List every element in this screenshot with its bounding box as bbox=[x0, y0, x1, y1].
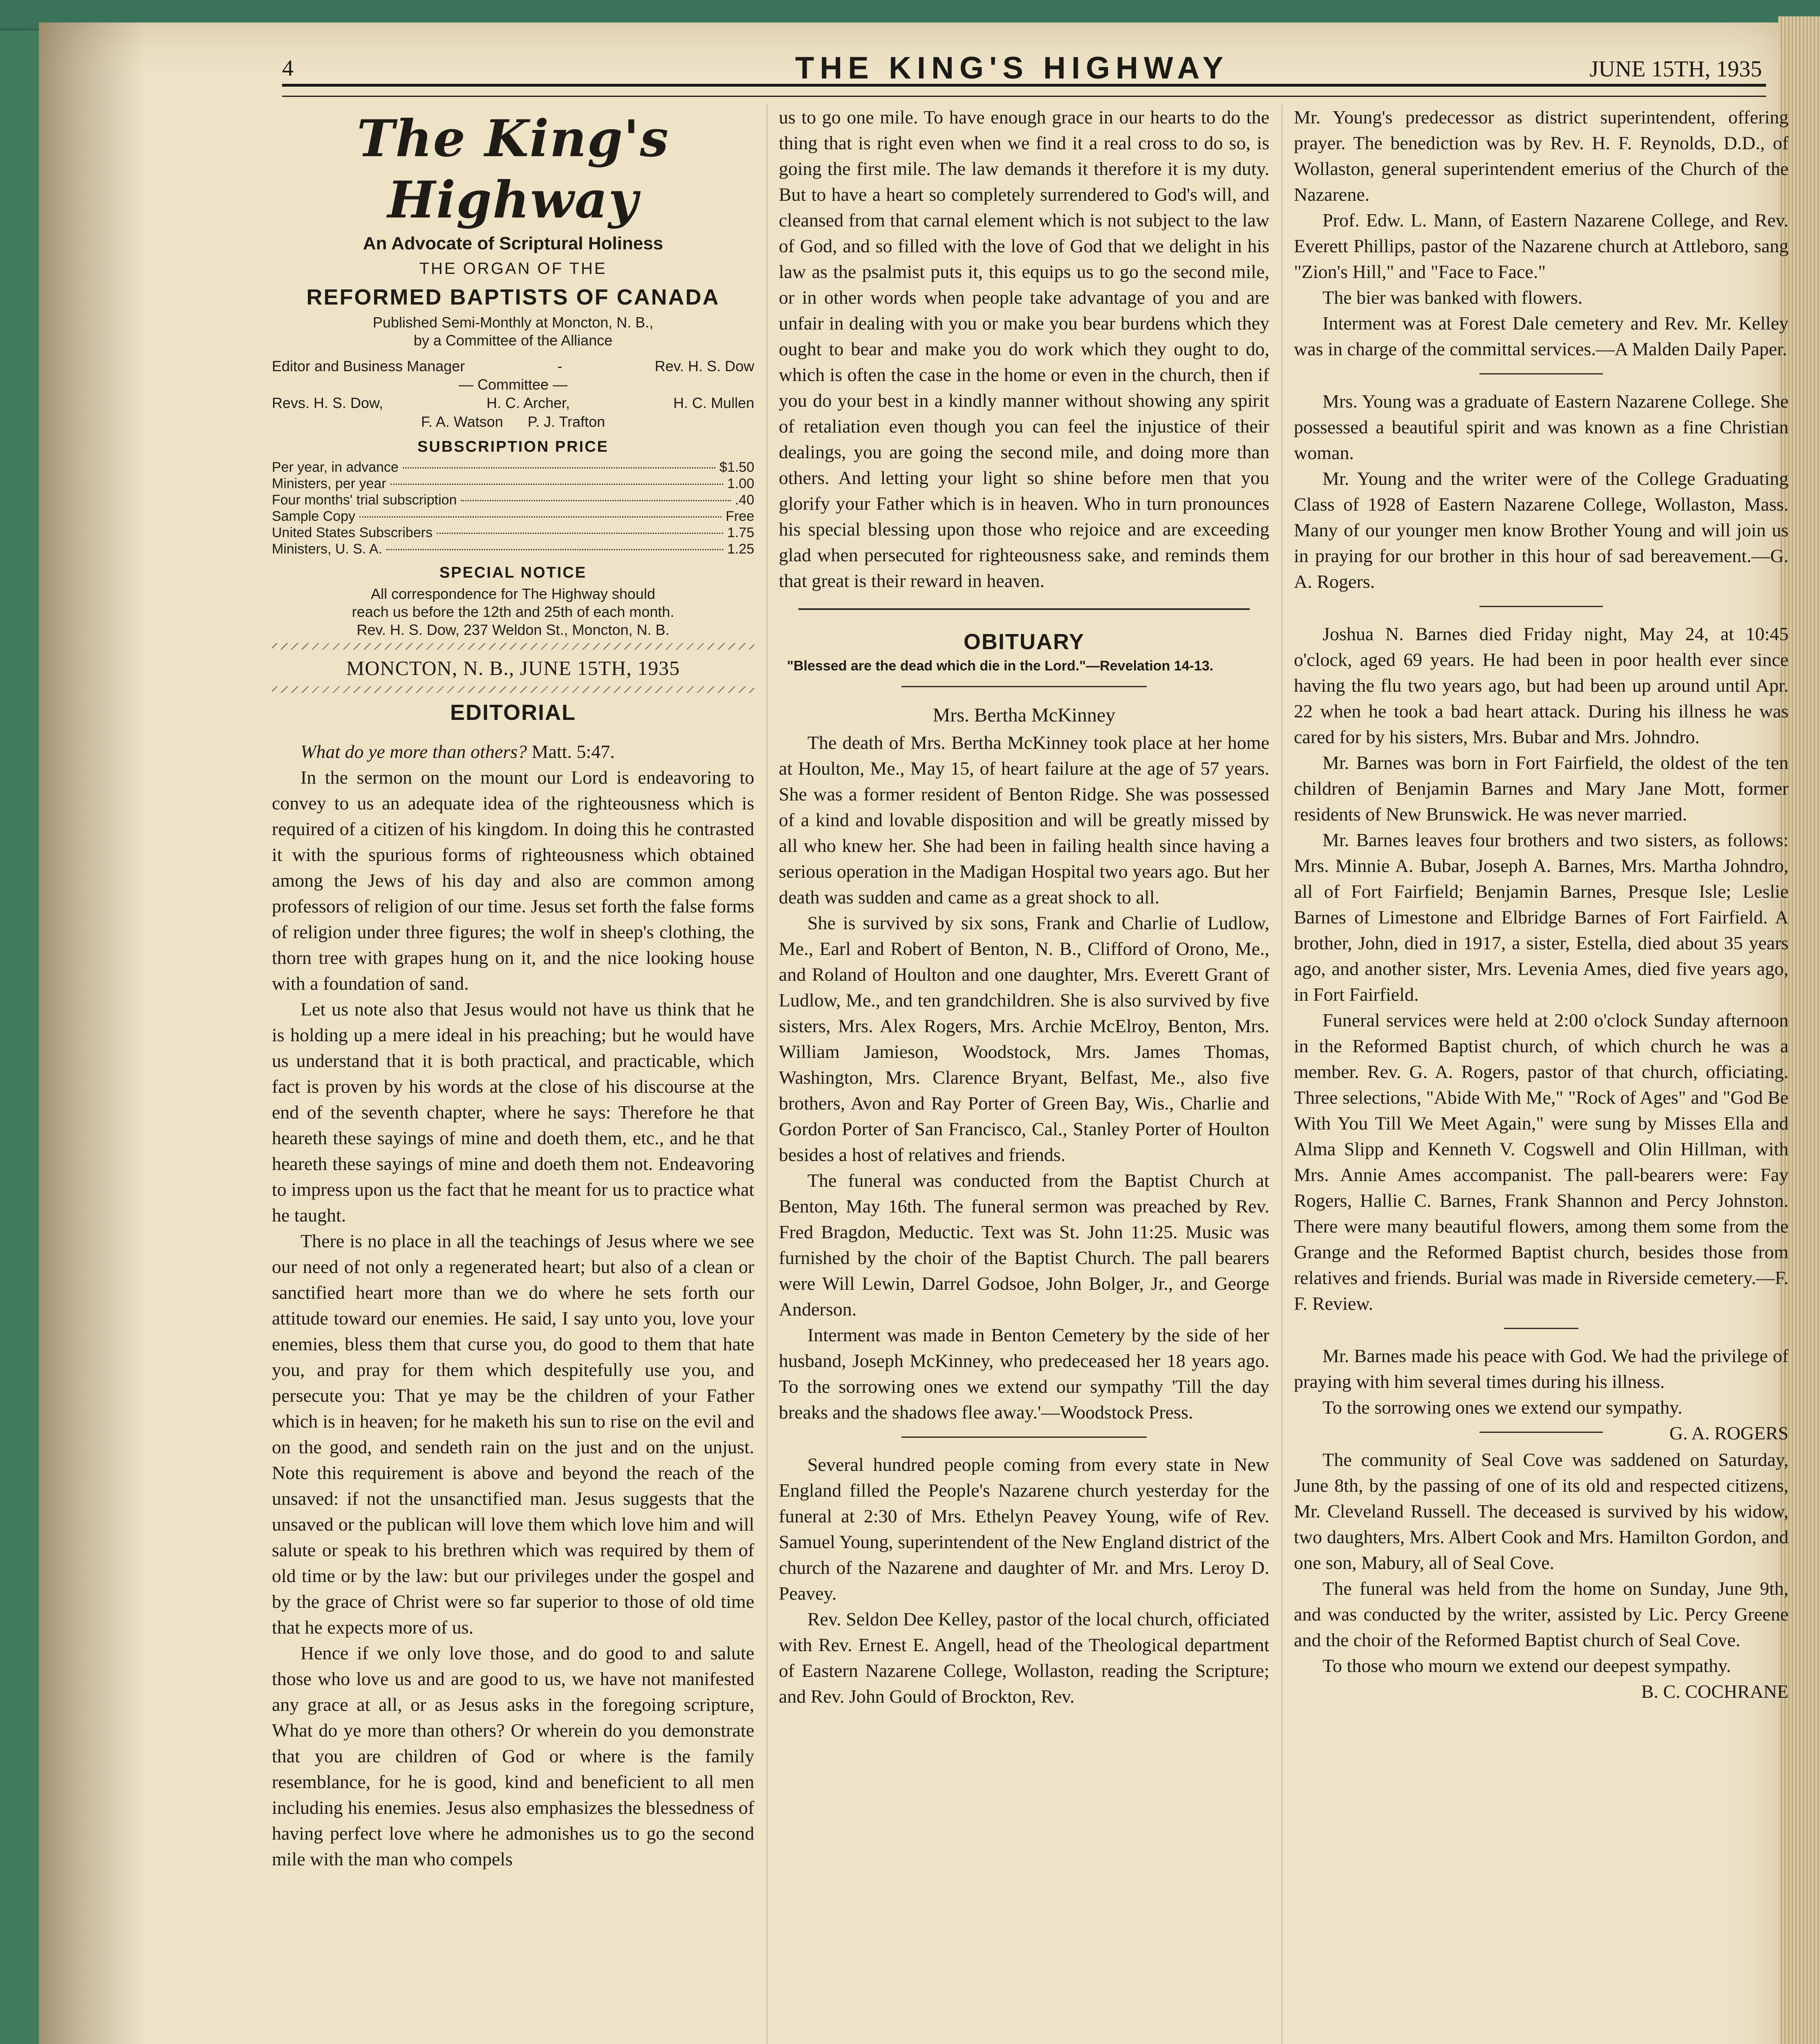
price-label: Per year, in advance bbox=[272, 459, 399, 475]
editorial-paragraph: Hence if we only love those, and do good to and salute those who love us and are good to us, we have not manifested any grace at all, or as Jesus asks in the foregoing scripture, What do ye more than others? Or wherein do you demonstrate that you are children of God or where is the family resemblance, for he is good, kind and beneficient to all men including his enemies. Jesus also emphasizes the blessedness of having perfect love where he admonishes us to go the second mile with the man who compels bbox=[272, 1643, 754, 1869]
editorial-paragraph: There is no place in all the teachings of Jesus where we see our need of not only a regenerated heart; but also of a clean or sanctified heart more than we do where he sets forth our attitude toward our enemies. He said, I say unto you, love your enemies, bless them that curse you, do good to them that hate you, and pray for them which despitefully use you, and persecute you: That ye may be the children of your Father which is in heaven; for he maketh his sun to rise on the evil and on the good, and sendeth rain on the just and on the unjust. Note this requirement is above and beyond the reach of the unsaved: if not the unsanctified man. Jesus suggests that the unsaved or the publican will love them which love him and will salute or speak to his brethren which was required by them of old time or by the law: but our privileges under the gospel and by the grace of Christ were so far superior to those of old time that he expects more of us. bbox=[272, 1230, 754, 1638]
obituary-paragraph: The community of Seal Cove was saddened on Saturday, June 8th, by the passing of one of its old and respected citizens, Mr. Cleveland Russell. The deceased is survived by his widow, two daughters, Mrs. Albert Cook and Mrs. Hamilton Gordon, and one son, Mabury, all of Seal Cove. bbox=[1294, 1449, 1789, 1573]
short-rule bbox=[901, 1437, 1147, 1438]
masthead-tagline: An Advocate of Scriptural Holiness bbox=[363, 233, 663, 253]
obituary-paragraph: The death of Mrs. Bertha McKinney took place at her home at Houlton, Me., May 15, of heart failure at the age of 57 years. She was a former resident of Benton Ridge. She was possessed of a kind and lovable disposition and will be greatly missed by all who knew her. She had been in failing health since having a serious operation in the Madigan Hospital two years ago. But her death was sudden and came as a great shock to all. bbox=[779, 732, 1269, 908]
committee-line-2 bbox=[272, 412, 754, 431]
sympathy-line bbox=[1294, 1653, 1789, 1702]
short-rule bbox=[1479, 606, 1603, 607]
obituary-paragraph: Interment was made in Benton Cemetery by the side of her husband, Joseph McKinney, who predeceased her 18 years ago. To the sorrowing ones we extend our sympathy 'Till the day breaks and the shadows flee away.'—Woodstock Press. bbox=[779, 1325, 1269, 1423]
notice-line: All correspondence for The Highway should bbox=[371, 585, 655, 602]
price-label: United States Subscribers bbox=[272, 525, 433, 540]
price-amount: Free bbox=[726, 509, 754, 524]
obituary-paragraph: Several hundred people coming from every state in New England filled the People's Nazarene church yesterday for the funeral at 2:30 of Mrs. Ethelyn Peavey Young, wife of Rev. Samuel Young, superintendent of the New England district of the church of the Nazarene and daughter of Mr. and Mrs. Leroy D. Peavey. bbox=[779, 1454, 1269, 1604]
price-row bbox=[272, 524, 754, 541]
editorial-paragraph: Let us note also that Jesus would not have us think that he is holding up a mere ideal in his preaching; but he would have us understand that it is both practical, and practicable, which fact is proven by his words at the close of his discourse at the end of the seventh chapter, where he says: Therefore he that heareth these sayings of mine and doeth them, etc., and he that heareth these sayings of mine and doeth them not. Endeavoring to impress upon us the fact that he meant for us to practice what he taught. bbox=[272, 999, 754, 1226]
editorial-scripture bbox=[272, 739, 754, 764]
signature: B. C. COCHRANE bbox=[1641, 1681, 1789, 1702]
price-amount: $1.50 bbox=[719, 459, 754, 475]
obituary-paragraph: Mr. Barnes leaves four brothers and two sisters, as follows: Mrs. Minnie A. Bubar, Joseph A. Barnes, Mrs. Martha Johndro, all of Fort Fairfield; Benjamin Barnes, Presque Isle; Leslie Barnes of Limestone and Elbridge Barnes of Fort Fairfield. A brother, John, died in 1917, a sister, Estella, died about 35 years ago, and another sister, Mrs. Levenia Ames, died five years ago, in Fort Fairfield. bbox=[1294, 829, 1789, 1005]
wavy-rule bbox=[272, 643, 754, 650]
editorial-heading: EDITORIAL bbox=[450, 700, 576, 725]
masthead-title: The King's Highway bbox=[357, 109, 669, 230]
short-rule bbox=[1479, 373, 1603, 374]
obituary-heading: OBITUARY bbox=[964, 630, 1085, 654]
obituary-paragraph: Rev. Seldon Dee Kelley, pastor of the local church, officiated with Rev. Ernest E. Angell, head of the Theological department of Eastern Nazarene College, Wollaston, reading the Scripture; and Rev. John Gould of Brockton, Rev. bbox=[779, 1609, 1269, 1707]
committee-member: F. A. Watson bbox=[421, 413, 503, 430]
committee-member: H. C. Archer, bbox=[486, 394, 570, 411]
obituary-paragraph: Prof. Edw. L. Mann, of Eastern Nazarene College, and Rev. Everett Phillips, pastor of the Nazarene church at Attleboro, sang "Zion's Hill," and "Face to Face." bbox=[1294, 210, 1789, 282]
price-amount: 1.75 bbox=[727, 525, 754, 540]
price-row bbox=[272, 492, 754, 508]
masthead-editor-line bbox=[272, 357, 754, 376]
obituary-paragraph: Mr. Barnes was born in Fort Fairfield, the oldest of the ten children of Benjamin Barnes and Mary Jane Mott, former residents of New Brunswick. He was never married. bbox=[1294, 752, 1789, 825]
obituary-verse: "Blessed are the dead which die in the Lord."—Revelation 14-13. bbox=[787, 658, 1214, 674]
column-3 bbox=[1294, 104, 1789, 1704]
editorial-paragraph: In the sermon on the mount our Lord is endeavoring to convey to us an adequate idea of the righteousness which is required of a citizen of his kingdom. In doing this he contrasted it with the spurious forms of righteousness which obtained among the Jews of his day and also are common among professors of religion of our time. Jesus set forth the false forms of religion under three figures; the wolf in sheep's clothing, the thorn tree with grapes hung on it, and the nice looking house with a foundation of sand. bbox=[272, 767, 754, 994]
editor-name: Rev. H. S. Dow bbox=[654, 358, 754, 374]
running-issue-date: JUNE 15TH, 1935 bbox=[1589, 56, 1762, 82]
wavy-rule bbox=[272, 686, 754, 693]
price-row bbox=[272, 475, 754, 492]
masthead-organ: THE ORGAN OF THE bbox=[419, 260, 607, 278]
committee-line-1 bbox=[272, 394, 754, 412]
gutter-shadow bbox=[39, 22, 145, 2044]
committee-member: Revs. H. S. Dow, bbox=[272, 394, 383, 411]
editor-dash: - bbox=[557, 358, 563, 374]
column-1 bbox=[272, 104, 754, 1872]
committee-heading: — Committee — bbox=[458, 376, 568, 393]
running-paper-title: THE KING'S HIGHWAY bbox=[795, 51, 1229, 85]
sympathy-line bbox=[1294, 1394, 1789, 1443]
sympathy-text: To the sorrowing ones we extend our sympathy. bbox=[1322, 1397, 1683, 1418]
signature: G. A. ROGERS bbox=[1669, 1423, 1789, 1443]
price-amount: 1.00 bbox=[727, 476, 754, 491]
obituary-paragraph: She is survived by six sons, Frank and Charlie of Ludlow, Me., Earl and Robert of Benton, N. B., Clifford of Orono, Me., and Roland of Houlton and one daughter, Mrs. Everett Grant of Ludlow, Me., and ten grandchildren. She is also survived by five sisters, Mrs. Alex Rogers, Mrs. Archie McElroy, Benton, Mrs. William Jamieson, Woodstock, Mrs. James Thomas, Washington, Mrs. Clarence Bryant, Belfast, Me., also five brothers, Avon and Ray Porter of Green Bay, Wis., Charlie and Gordon Porter of San Francisco, Cal., Stanley Porter of Houlton besides a host of relatives and friends. bbox=[779, 912, 1269, 1165]
scripture-text: What do ye more than others? bbox=[300, 741, 527, 762]
short-rule bbox=[1504, 1328, 1578, 1329]
page-number: 4 bbox=[282, 56, 294, 81]
dateline: MONCTON, N. B., JUNE 15TH, 1935 bbox=[346, 657, 680, 679]
price-row bbox=[272, 508, 754, 524]
obituary-paragraph: The funeral was held from the home on Sunday, June 9th, and was conducted by the writer, assisted by Lic. Percy Greene and the choir of the Reformed Baptist church of Seal Cove. bbox=[1294, 1578, 1789, 1650]
short-rule bbox=[901, 686, 1147, 687]
price-label: Ministers, U. S. A. bbox=[272, 541, 383, 557]
committee-member: H. C. Mullen bbox=[673, 394, 754, 411]
obituary-paragraph: Mrs. Young was a graduate of Eastern Nazarene College. She possessed a beautiful spirit and was known as a fine Christian woman. bbox=[1294, 391, 1789, 463]
header-rule bbox=[282, 84, 1766, 97]
column-2 bbox=[779, 104, 1269, 1709]
price-amount: 1.25 bbox=[727, 541, 754, 557]
obituary-paragraph: Joshua N. Barnes died Friday night, May 24, at 10:45 o'clock, aged 69 years. He had been in poor health ever since having the flu two years ago, but had been up around until Apr. 22 when he took a bad heart attack. During his illness he was cared for by his sisters, Mrs. Bubar and Mrs. Johndro. bbox=[1294, 623, 1789, 747]
obituary-paragraph: Mr. Young and the writer were of the College Graduating Class of 1928 of Eastern Nazarene College, Wollaston, Mass. Many of our younger men know Brother Young and will join us in praying for our brother in this hour of sad bereavement.—G. A. Rogers. bbox=[1294, 468, 1789, 592]
short-rule bbox=[1479, 1432, 1603, 1433]
price-amount: .40 bbox=[735, 492, 754, 508]
notice-line: Rev. H. S. Dow, 237 Weldon St., Moncton, N. B. bbox=[356, 621, 670, 638]
editor-label: Editor and Business Manager bbox=[272, 358, 465, 374]
masthead-published: Published Semi-Monthly at Moncton, N. B., bbox=[372, 314, 654, 331]
notice-heading: SPECIAL NOTICE bbox=[439, 564, 587, 581]
price-label: Ministers, per year bbox=[272, 476, 386, 491]
masthead-by-committee: by a Committee of the Alliance bbox=[413, 332, 613, 349]
subscription-heading: SUBSCRIPTION PRICE bbox=[417, 438, 609, 455]
price-list bbox=[272, 459, 754, 557]
obituary-paragraph: The funeral was conducted from the Baptist Church at Benton, May 16th. The funeral sermon was preached by Rev. Fred Bragdon, Meductic. Text was St. John 11:25. Music was furnished by the choir of the Baptist Church. The pall bearers were Will Lewin, Darrel Godsoe, John Bolger, Jr., and George Anderson. bbox=[779, 1170, 1269, 1320]
obituary-paragraph: The bier was banked with flowers. bbox=[1322, 287, 1583, 308]
committee-member: P. J. Trafton bbox=[527, 413, 605, 430]
obituary-paragraph: Mr. Barnes made his peace with God. We had the privilege of praying with him several times during his illness. bbox=[1294, 1345, 1789, 1392]
price-label: Four months' trial subscription bbox=[272, 492, 457, 508]
price-row bbox=[272, 541, 754, 557]
obituary-paragraph: Interment was at Forest Dale cemetery and Rev. Mr. Kelley was in charge of the committal services.—A Malden Daily Paper. bbox=[1294, 313, 1789, 359]
sympathy-text: To those who mourn we extend our deepest sympathy. bbox=[1322, 1655, 1731, 1676]
notice-line: reach us before the 12th and 25th of each month. bbox=[352, 603, 675, 620]
obituary-paragraph: Mr. Young's predecessor as district superintendent, offering prayer. The benediction was by Rev. H. F. Reynolds, D.D., of Wollaston, general superintendent emerius of the Church of the Nazarene. bbox=[1294, 107, 1789, 205]
section-rule bbox=[798, 608, 1250, 610]
price-label: Sample Copy bbox=[272, 509, 356, 524]
obituary-name: Mrs. Bertha McKinney bbox=[932, 704, 1116, 726]
scripture-reference: Matt. 5:47. bbox=[531, 741, 615, 762]
obituary-paragraph: Funeral services were held at 2:00 o'clock Sunday afternoon in the Reformed Baptist church, of which church he was a member. Rev. G. A. Rogers, pastor of that church, officiating. Three selections, "Abide With Me," "Rock of Ages" and "God Be With You Till We Meet Again," were sung by Misses Ella and Alma Slipp and Kenneth V. Cogswell and Olin Hillman, with Mrs. Annie Ames accompanist. The pall-bearers were: Fay Rogers, Hallie C. Barnes, Frank Shannon and Percy Johnston. There were many beautiful flowers, among them some from the Grange and the Reformed Baptist church, besides those from relatives and friends. Burial was made in Riverside cemetery.—F. F. Review. bbox=[1294, 1010, 1789, 1314]
masthead-society: REFORMED BAPTISTS OF CANADA bbox=[306, 285, 720, 309]
price-row bbox=[272, 459, 754, 475]
editorial-continuation: us to go one mile. To have enough grace in our hearts to do the thing that is right even when we find it a real cross to do so, is going the first mile. The law demands it therefore it is my duty. But to have a heart so completely surrendered to God's will, and cleansed from that carnal element which is not subject to the law of God, and so filled with the love of God that we delight in his law as the psalmist puts it, this equips us to go the second mile, or in other words when people take advantage of you and are unfair in dealing with you or make you bear burdens which they ought to bear and make you do work which they ought to do, which is often the case in the home or even in the church, then if you do your best in a kindly manner without showing any spirit of retaliation even though you can feel the injustice of their dealings, you are going the second mile, and doing more than others. And letting your light so shine before men that you glorify your Father which is in heaven. Who in turn pronounces his special blessing upon those who rejoice and are exceeding glad when persecuted for righteousness sake, and reminds them that great is their reward in heaven. bbox=[779, 107, 1269, 591]
